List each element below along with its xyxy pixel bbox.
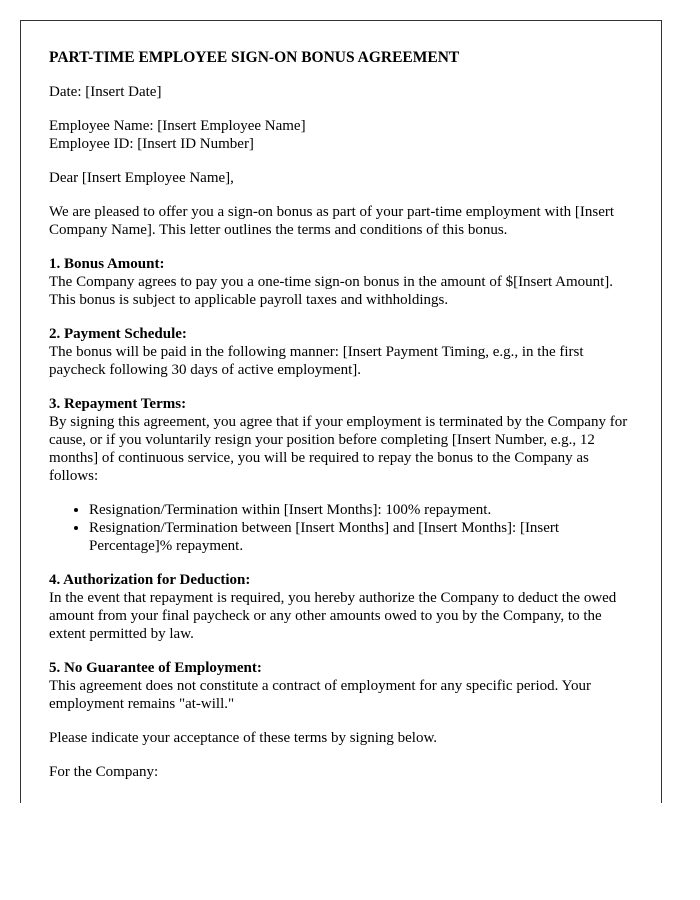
list-item: • Resignation/Termination within [Insert Months]: 100% repayment.	[89, 501, 633, 519]
employee-info	[49, 117, 633, 153]
section-heading: 3. Repayment Terms:	[49, 396, 187, 412]
section-heading: 1. Bonus Amount:	[49, 256, 165, 272]
list-item: • Resignation/Termination between [Insert Months] and [Insert Months]: [Insert Percentage]% repayment.	[89, 519, 633, 555]
section-repayment-terms	[49, 395, 633, 485]
section-payment-schedule	[49, 325, 633, 379]
date-line: Date: [Insert Date]	[49, 84, 162, 100]
employee-name-line: Employee Name: [Insert Employee Name]	[49, 118, 306, 134]
section-body: By signing this agreement, you agree that if your employment is terminated by the Company for cause, or if you voluntarily resign your position before completing [Insert Number, e.g., 12 months] of continuous service, you will be required to repay the bonus to the Company as follows:	[49, 414, 628, 484]
section-body: This agreement does not constitute a contract of employment for any specific period. Your employment remains "at-will."	[49, 678, 591, 712]
employee-id-line: Employee ID: [Insert ID Number]	[49, 136, 254, 152]
salutation: Dear [Insert Employee Name],	[49, 170, 234, 186]
for-company-label: For the Company:	[49, 764, 159, 780]
section-no-guarantee	[49, 659, 633, 713]
section-heading: 5. No Guarantee of Employment:	[49, 660, 262, 676]
section-bonus-amount	[49, 255, 633, 309]
acceptance-text: Please indicate your acceptance of these terms by signing below.	[49, 730, 438, 746]
section-body: The Company agrees to pay you a one-time sign-on bonus in the amount of $[Insert Amount]. This bonus is subject to applicable payroll taxes and withholdings.	[49, 274, 614, 308]
section-body: The bonus will be paid in the following manner: [Insert Payment Timing, e.g., in the first paycheck following 30 days of active employment].	[49, 344, 584, 378]
section-heading: 2. Payment Schedule:	[49, 326, 187, 342]
agreement-document	[20, 20, 662, 803]
section-body: In the event that repayment is required, you hereby authorize the Company to deduct the owed amount from your final paycheck or any other amounts owed to you by the Company, to the extent permitted by law.	[49, 590, 617, 642]
repayment-list	[49, 501, 633, 555]
section-authorization	[49, 571, 633, 643]
document-title: PART-TIME EMPLOYEE SIGN-ON BONUS AGREEMENT	[49, 49, 460, 66]
section-heading: 4. Authorization for Deduction:	[49, 572, 251, 588]
intro-paragraph: We are pleased to offer you a sign-on bonus as part of your part-time employment with [Insert Company Name]. This letter outlines the terms and conditions of this bonus.	[49, 204, 615, 238]
